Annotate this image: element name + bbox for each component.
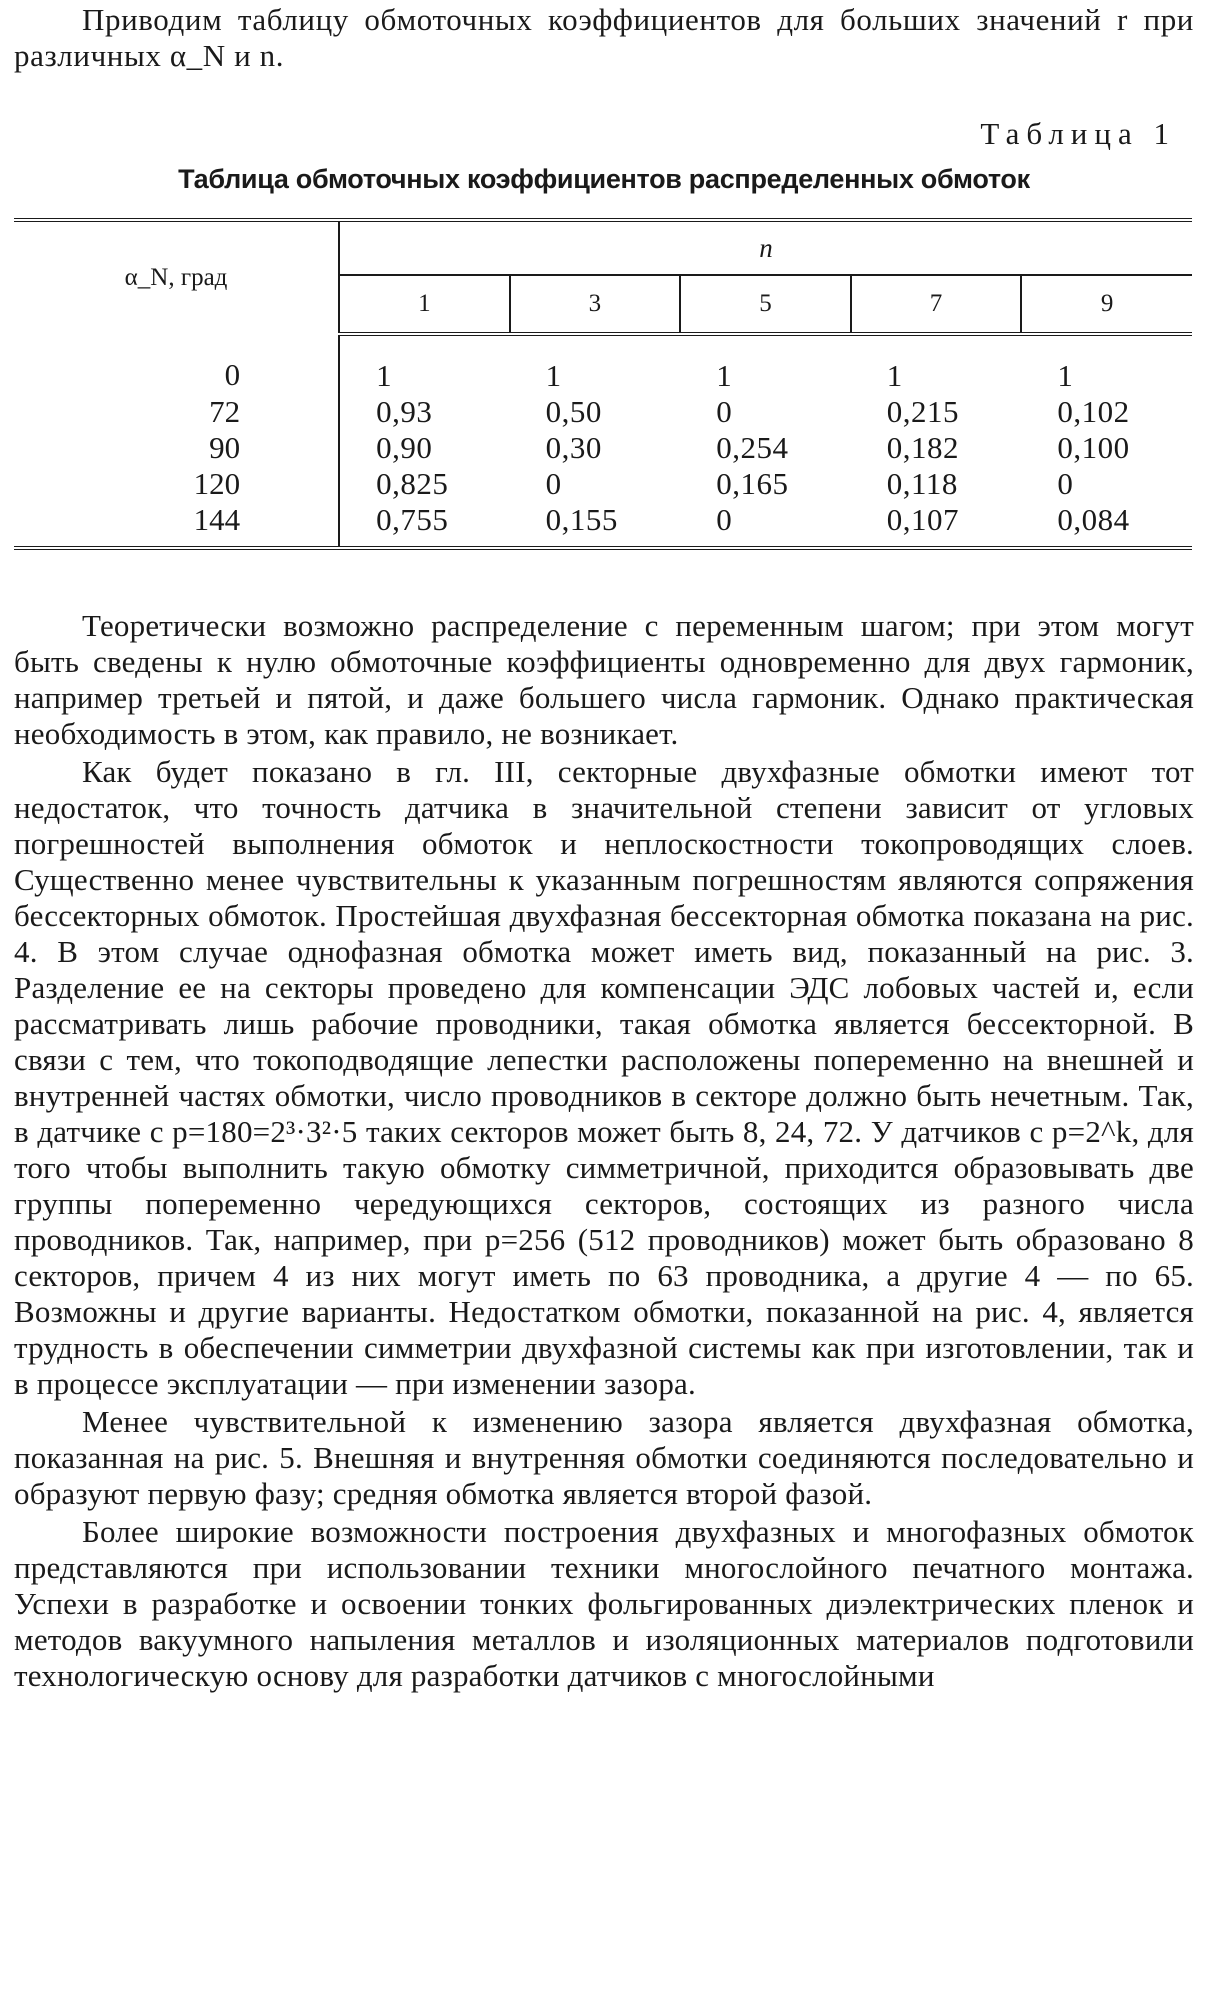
- coefficient-cell: 1: [886, 358, 903, 393]
- table-title: Таблица обмоточных коэффициентов распределенных обмоток: [178, 164, 1030, 194]
- table-caption: Таблица 1: [980, 116, 1176, 151]
- alpha-value-cell: 90: [14, 430, 339, 466]
- coefficient-cell: 0,90: [376, 430, 433, 465]
- table-row: [14, 394, 1192, 430]
- paragraph: Теоретически возможно распределение с переменным шагом; при этом могут быть сведены к нулю обмоточные коэффициенты одновременно для двух гармоник, например третьей и пятой, и даже большего числа гармоник. Однако практическая необходимость в этом, как правило, не возникает.: [14, 608, 1194, 751]
- coefficient-cell: 0,102: [1057, 394, 1130, 429]
- alpha-column-header: α_N, град: [14, 220, 339, 334]
- coefficient-cell: 0,165: [716, 466, 789, 501]
- alpha-value-cell: 0: [14, 334, 339, 394]
- document-page: [14, 0, 1194, 1993]
- intro-paragraph: Приводим таблицу обмоточных коэффициентов для больших значений r при различных α_N и n.: [14, 2, 1194, 73]
- winding-coefficients-table: [14, 218, 1192, 550]
- n-header-cell: 1: [339, 275, 510, 334]
- n-header-cell: 3: [510, 275, 681, 334]
- coefficient-cell: 0,254: [716, 430, 789, 465]
- coefficient-cell: 0,118: [886, 466, 958, 501]
- body-text: [14, 608, 1194, 1694]
- coefficient-cell: 0: [680, 502, 851, 548]
- coefficient-cell: 0: [716, 394, 733, 429]
- n-column-group-header: n: [339, 220, 1192, 275]
- alpha-value-cell: 144: [14, 502, 339, 548]
- table-row: [14, 466, 1192, 502]
- n-header-cell: 5: [680, 275, 851, 334]
- coefficient-cell: 0,084: [1021, 502, 1192, 548]
- coefficient-cell: 0,93: [376, 394, 433, 429]
- coefficient-cell: 0,107: [851, 502, 1022, 548]
- alpha-value-cell: 120: [14, 466, 339, 502]
- coefficient-cell: 0,755: [339, 502, 510, 548]
- paragraph: Как будет показано в гл. III, секторные двухфазные обмотки имеют тот недостаток, что точность датчика в значительной степени зависит от угловых погрешностей выполнения обмоток и неплоскостности токопроводящих слоев. Существенно менее чувствительны к указанным погрешностям являются сопряжения бессекторных обмоток. Простейшая двухфазная бессекторная обмотка показана на рис. 4. В этом случае однофазная обмотка может иметь вид, показанный на рис. 3. Разделение ее на секторы проведено для компенсации ЭДС лобовых частей и, если рассматривать лишь рабочие проводники, такая обмотка является бессекторной. В связи с тем, что токоподводящие лепестки расположены попеременно на внешней и внутренней частях обмотки, число проводников в секторе должно быть нечетным. Так, в датчике с p=180=2³·3²·5 таких секторов может быть 8, 24, 72. У датчиков с p=2^k, для того чтобы выполнить такую обмотку симметричной, приходится образовывать две группы попеременно чередующихся секторов, состоящих из разного числа проводников. Так, например, при p=256 (512 проводников) может быть образовано 8 секторов, причем 4 из них могут иметь по 63 проводника, а другие 4 — по 65. Возможны и другие варианты. Недостатком обмотки, показанной на рис. 4, является трудность в обеспечении симметрии двухфазной системы как при изготовлении, так и в процессе эксплуатации — при изменении зазора.: [14, 754, 1194, 1401]
- coefficient-cell: 0,30: [545, 430, 602, 465]
- table-row: [14, 502, 1192, 548]
- coefficient-cell: 1: [1057, 358, 1074, 393]
- coefficient-cell: 0,215: [886, 394, 960, 429]
- n-header-cell: 9: [1021, 275, 1192, 334]
- coefficient-cell: 0,825: [376, 466, 449, 501]
- n-header-cell: 7: [851, 275, 1022, 334]
- coefficient-cell: 0: [1057, 466, 1074, 501]
- paragraph: Более широкие возможности построения двухфазных и многофазных обмоток представляются при использовании техники многослойного печатного монтажа. Успехи в разработке и освоении тонких фольгированных диэлектрических пленок и методов вакуумного напыления металлов и изоляционных материалов подготовили технологическую основу для разработки датчиков с многослойными: [14, 1514, 1194, 1693]
- coefficient-cell: 1: [716, 358, 733, 393]
- paragraph: Менее чувствительной к изменению зазора является двухфазная обмотка, показанная на рис. 5. Внешняя и внутренняя обмотки соединяются последовательно и образуют первую фазу; средняя обмотка является второй фазой.: [14, 1404, 1194, 1511]
- coefficient-cell: 0,155: [510, 502, 681, 548]
- table-row: [14, 430, 1192, 466]
- coefficient-cell: 0: [545, 466, 562, 501]
- coefficient-cell: 0,182: [886, 430, 960, 465]
- coefficient-cell: 0,100: [1057, 430, 1130, 465]
- coefficient-cell: 0,50: [545, 394, 602, 429]
- alpha-value-cell: 72: [14, 394, 339, 430]
- coefficient-cell: 1: [545, 358, 562, 393]
- table-row: [14, 334, 1192, 394]
- coefficient-cell: 1: [376, 358, 393, 393]
